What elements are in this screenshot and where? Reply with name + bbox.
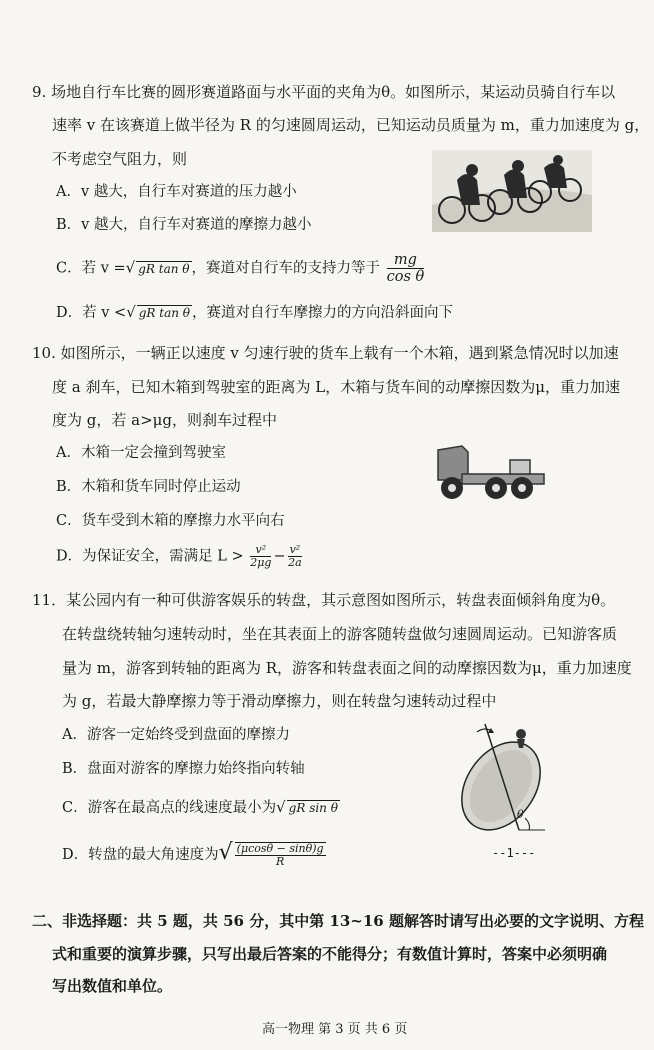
q10-option-d-fraction1 [250,544,271,569]
q10-fraction2-numerator: v² [289,543,301,556]
theta-label: θ [517,808,524,821]
q11-option-c-radicand: gR sin θ [288,801,338,815]
q11-line3: 量为 m，游客到转轴的距离为 R，游客和转盘表面之间的动摩擦因数为μ，重力加速度 [62,659,632,677]
q9-option-d-suffix: ，赛道对自行车摩擦力的方向沿斜面向下 [192,305,454,321]
section2-line2: 式和重要的演算步骤，只写出最后答案的不能得分；有数值计算时，答案中必须明确 [52,945,608,963]
q9-option-c-denominator: cos θ [386,269,425,285]
q9-option-c: C．若 v =√ gR tan θ ，赛道对自行车的支持力等于 $\frac{mg}{\text{cos θ}}$ [56,252,425,285]
q11-option-c-prefix: C．游客在最高点的线速度最小为 [62,800,277,816]
q11-option-d-prefix: D．转盘的最大角速度为 [62,847,219,863]
visitor-icon [516,729,526,739]
q11-option-d-numerator: (μcosθ − sinθ)g [236,842,324,855]
q9-option-c-middle: ，赛道对自行车的支持力等于 [191,260,380,277]
turntable-figure [455,718,565,843]
q10-option-b: B．木箱和货车同时停止运动 [56,479,241,495]
q9-option-d-prefix: D．若 v < [56,305,127,321]
q9-option-c-fraction [387,252,425,285]
q9-option-c-radicand: gR tan θ [138,261,190,276]
q11-option-d: D．转盘的最大角速度为√ $\frac{(\mu\cos\theta - \sin\theta)g}{R}$ [62,840,324,868]
q10-fraction1-numerator: v² [250,544,271,557]
q10-line3: 度为 g，若 a>μg，则刹车过程中 [52,411,278,429]
q11-option-a: A．游客一定始终受到盘面的摩擦力 [62,727,290,743]
page-footer: 高一物理 第 3 页 共 6 页 [262,1022,408,1037]
q10-option-a: A．木箱一定会撞到驾驶室 [56,445,226,461]
truck-figure [432,440,548,502]
q10-option-d-fraction2 [288,544,303,569]
q11-line2: 在转盘绕转轴匀速转动时，坐在其表面上的游客随转盘做匀速圆周运动。已知游客质 [62,625,618,643]
q10-line1: 10. 如图所示，一辆正以速度 v 匀速行驶的货车上载有一个木箱，遇到紧急情况时以加速 [32,344,619,362]
q9-option-a: A．v 越大，自行车对赛道的压力越小 [56,184,297,200]
section2-line1: 二、非选择题：共 5 题，共 56 分，其中第 13~16 题解答时请写出必要的文字说明、方程 [32,912,644,930]
q9-option-d: D．若 v <√ gR tan θ ，赛道对自行车摩擦力的方向沿斜面向下 [56,303,454,321]
q11-option-b: B．盘面对游客的摩擦力始终指向转轴 [62,761,305,777]
q9-line3: 不考虑空气阻力，则 [52,150,188,168]
q9-line2: 速率 v 在该赛道上做半径为 R 的匀速圆周运动，已知运动员质量为 m，重力加速度为 g， [52,116,650,134]
q11-option-d-denominator: R [275,855,285,868]
q11-option-c: C．游客在最高点的线速度最小为√ gR sin θ [62,798,338,816]
wooden-box [510,460,530,474]
q9-option-c-prefix: C．若 v = [56,260,126,277]
q10-line2: 度 a 刹车，已知木箱到驾驶室的距离为 L，木箱与货车间的动摩擦因数为μ，重力加速 [52,378,620,396]
q10-fraction2-denominator: 2a [288,556,302,569]
q10-option-d-prefix: D．为保证安全，需满足 L > [56,548,244,565]
q10-option-d [56,544,304,569]
q10-option-c: C．货车受到木箱的摩擦力水平向右 [56,513,285,529]
cyclists-figure [432,150,592,232]
q11-line1: 11．某公园内有一种可供游客娱乐的转盘，其示意图如图所示，转盘表面倾斜角度为θ。 [32,591,616,609]
q9-option-b: B．v 越大，自行车对赛道的摩擦力越小 [56,217,312,233]
q11-option-d-fraction [235,842,326,868]
q9-option-d-radicand: gR tan θ [138,306,191,320]
q11-line4: 为 g，若最大静摩擦力等于滑动摩擦力，则在转盘匀速转动过程中 [62,692,497,710]
q9-option-c-numerator: mg [387,252,425,269]
section2-line3: 写出数值和单位。 [52,977,173,995]
q10-fraction1-denominator: 2μg [250,556,272,569]
q9-line1: 9. 场地自行车比赛的圆形赛道路面与水平面的夹角为θ。如图所示，某运动员骑自行车以 [32,83,616,101]
q10-option-d-minus: − [273,548,286,565]
figure-dash-mark: --1--- [492,846,536,860]
